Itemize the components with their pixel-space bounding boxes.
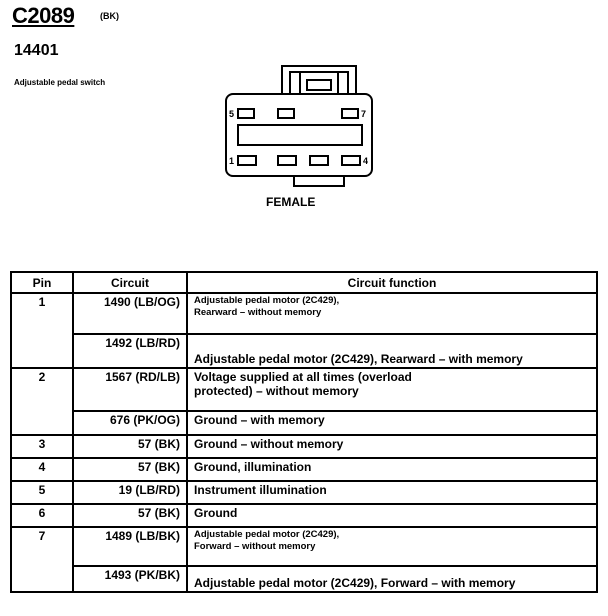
- header-pin: Pin: [11, 272, 73, 293]
- terminal-7: [342, 109, 358, 118]
- function-cell: [187, 368, 597, 411]
- connector-face-diagram: [218, 58, 378, 193]
- table-row: [11, 527, 597, 566]
- terminal-4: [342, 156, 360, 165]
- circuit-cell: 57 (BK): [73, 504, 187, 527]
- function-line: Rearward – without memory: [194, 307, 322, 318]
- table-row: [11, 293, 597, 334]
- function-line: Forward – without memory: [194, 541, 316, 552]
- function-cell: [187, 527, 597, 566]
- function-cell: Ground – without memory: [187, 435, 597, 458]
- function-cell: Adjustable pedal motor (2C429), Rearward – with memory: [187, 334, 597, 368]
- pin-cell: 2: [11, 368, 73, 435]
- header-function: Circuit function: [187, 272, 597, 293]
- circuit-cell: 1493 (PK/BK): [73, 566, 187, 592]
- function-line: Voltage supplied at all times (overload: [194, 370, 412, 384]
- function-cell: Ground, illumination: [187, 458, 597, 481]
- pin-cell: 1: [11, 293, 73, 368]
- table-row: [11, 504, 597, 527]
- function-line: Adjustable pedal motor (2C429),: [194, 529, 340, 540]
- terminal-2: [278, 156, 296, 165]
- pin-cell: 7: [11, 527, 73, 592]
- circuit-cell: 676 (PK/OG): [73, 411, 187, 435]
- terminal-6: [278, 109, 294, 118]
- connector-body: [226, 94, 372, 176]
- part-number: 14401: [14, 42, 59, 59]
- terminal-1: [238, 156, 256, 165]
- pin-label-1: 1: [229, 156, 235, 166]
- function-cell: Ground: [187, 504, 597, 527]
- pin-cell: 4: [11, 458, 73, 481]
- pin-label-7: 7: [361, 109, 367, 119]
- pin-label-4: 4: [363, 156, 369, 166]
- circuit-cell: 19 (LB/RD): [73, 481, 187, 504]
- pin-cell: 3: [11, 435, 73, 458]
- connector-latch: [307, 80, 331, 90]
- component-description: Adjustable pedal switch: [14, 78, 106, 87]
- circuit-cell: 1489 (LB/BK): [73, 527, 187, 566]
- connector-gender: FEMALE: [266, 195, 316, 209]
- terminal-3: [310, 156, 328, 165]
- table-header-row: [11, 272, 597, 293]
- circuit-cell: 1490 (LB/OG): [73, 293, 187, 334]
- function-cell: Ground – with memory: [187, 411, 597, 435]
- pin-cell: 5: [11, 481, 73, 504]
- terminal-5: [238, 109, 254, 118]
- circuit-cell: 57 (BK): [73, 458, 187, 481]
- header-circuit: Circuit: [73, 272, 187, 293]
- table-row: [11, 435, 597, 458]
- connector-center-slot: [238, 125, 362, 145]
- connector-color-code: (BK): [100, 11, 119, 21]
- circuit-cell: 57 (BK): [73, 435, 187, 458]
- connector-id: C2089: [12, 3, 75, 28]
- circuit-cell: 1492 (LB/RD): [73, 334, 187, 368]
- function-cell: Adjustable pedal motor (2C429), Forward – with memory: [187, 566, 597, 592]
- table-row: [11, 411, 597, 435]
- pin-label-5: 5: [229, 109, 235, 119]
- table-row: [11, 481, 597, 504]
- pin-cell: 6: [11, 504, 73, 527]
- function-line: Adjustable pedal motor (2C429),: [194, 295, 340, 306]
- table-row: [11, 458, 597, 481]
- function-line: protected) – without memory: [194, 384, 359, 398]
- circuit-cell: 1567 (RD/LB): [73, 368, 187, 411]
- table-row: [11, 368, 597, 411]
- table-row: [11, 566, 597, 592]
- function-cell: [187, 293, 597, 334]
- pinout-table: [10, 271, 598, 593]
- table-row: [11, 334, 597, 368]
- function-cell: Instrument illumination: [187, 481, 597, 504]
- connector-key: [294, 176, 344, 186]
